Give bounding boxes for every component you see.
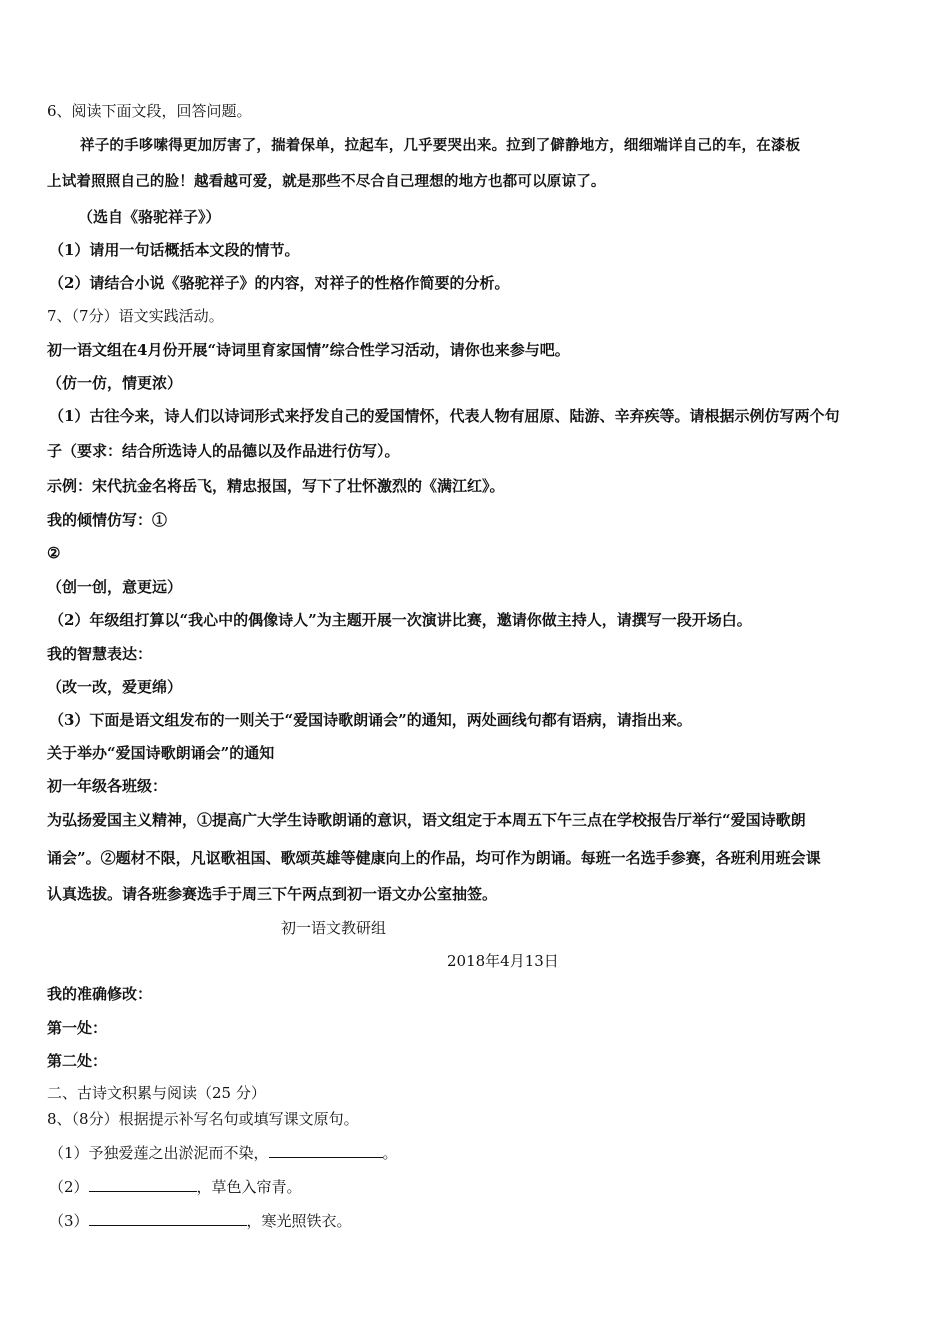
question-6-sub-2: （2）请结合小说《骆驼祥子》的内容，对祥子的性格作简要的分析。: [49, 274, 510, 292]
excerpt-source: （选自《骆驼祥子》）: [78, 208, 221, 226]
notice-title: 关于举办“爱国诗歌朗诵会”的通知: [47, 744, 275, 762]
answer-prompt-expression: 我的智慧表达：: [47, 645, 153, 663]
notice-body-line-3: 认真选拔。请各班参赛选手于周三下午两点到初一语文办公室抽签。: [47, 885, 498, 903]
excerpt-line-2: 上试着照照自己的脸！越看越可爱，就是那些不尽合自己理想的地方也都可以原谅了。: [47, 173, 606, 190]
question-8-sub-2-prefix: （2）: [49, 1178, 89, 1196]
section-1-title: （仿一仿，情更浓）: [47, 374, 183, 392]
question-8-heading: 8、（8分）根据提示补写名句或填写课文原句。: [47, 1110, 359, 1128]
question-8-sub-1: [49, 1143, 398, 1163]
question-7-sub-1-line-2: 子（要求：结合所选诗人的品德以及作品进行仿写）。: [47, 442, 400, 460]
question-7-sub-3: （3）下面是语文组发布的一则关于“爱国诗歌朗诵会”的通知，两处画线句都有语病，请指出来。: [49, 711, 692, 729]
example-sentence: 示例：宋代抗金名将岳飞，精忠报国，写下了壮怀激烈的《满江红》。: [47, 477, 505, 495]
question-8-sub-1-text: （1）予独爱莲之出淤泥而不染，: [49, 1144, 269, 1162]
notice-body-line-1: 为弘扬爱国主义精神，①提高广大学生诗歌朗诵的意识，语文组定于本周五下午三点在学校报告厅举行“爱国诗歌朗: [47, 811, 806, 829]
section-2-title: （创一创，意更远）: [47, 578, 183, 596]
question-8-sub-3: [49, 1211, 352, 1231]
question-7-intro: 初一语文组在4月份开展“诗词里育家国情”综合性学习活动，请你也来参与吧。: [47, 341, 570, 359]
notice-signer: 初一语文教研组: [281, 919, 387, 937]
excerpt-line-1: 祥子的手哆嗦得更加厉害了，揣着保单，拉起车，几乎要哭出来。拉到了僻静地方，细细端详自己的车，在漆板: [80, 137, 801, 154]
answer-first-place: 第一处：: [47, 1019, 108, 1037]
part-2-heading: 二、古诗文积累与阅读（25 分）: [47, 1084, 266, 1102]
question-6-heading: 6、阅读下面文段，回答问题。: [47, 102, 252, 120]
question-6-sub-1: （1）请用一句话概括本文段的情节。: [49, 241, 300, 259]
question-8-sub-3-text: ，寒光照铁衣。: [246, 1212, 352, 1230]
answer-blank-2[interactable]: [89, 1177, 197, 1192]
question-7-sub-2: （2）年级组打算以“我心中的偶像诗人”为主题开展一次演讲比赛，邀请你做主持人，请撰写一段开场白。: [49, 611, 752, 629]
answer-blank-3[interactable]: [89, 1211, 247, 1226]
question-8-sub-1-end: 。: [382, 1144, 398, 1162]
answer-prompt-correction: 我的准确修改：: [47, 985, 153, 1003]
notice-date: 2018年4月13日: [447, 952, 559, 970]
notice-recipient: 初一年级各班级：: [47, 777, 168, 795]
notice-body-line-2: 诵会”。②题材不限，凡讴歌祖国、歌颂英雄等健康向上的作品，均可作为朗诵。每班一名选手参赛，各班利用班会课: [47, 849, 821, 867]
answer-prompt-imitation: 我的倾情仿写：①: [47, 511, 168, 529]
question-8-sub-2-text: ，草色入帘青。: [196, 1178, 302, 1196]
question-8-sub-2: [49, 1177, 302, 1197]
answer-prompt-second: ②: [47, 544, 61, 562]
question-7-sub-1-line-1: （1）古往今来，诗人们以诗词形式来抒发自己的爱国情怀，代表人物有屈原、陆游、辛弃疾等。请根据示例仿写两个句: [49, 407, 840, 425]
answer-second-place: 第二处：: [47, 1052, 108, 1070]
answer-blank-1[interactable]: [269, 1143, 383, 1158]
section-3-title: （改一改，爱更绵）: [47, 678, 183, 696]
question-8-sub-3-prefix: （3）: [49, 1212, 89, 1230]
question-7-heading: 7、（7分）语文实践活动。: [47, 307, 224, 325]
